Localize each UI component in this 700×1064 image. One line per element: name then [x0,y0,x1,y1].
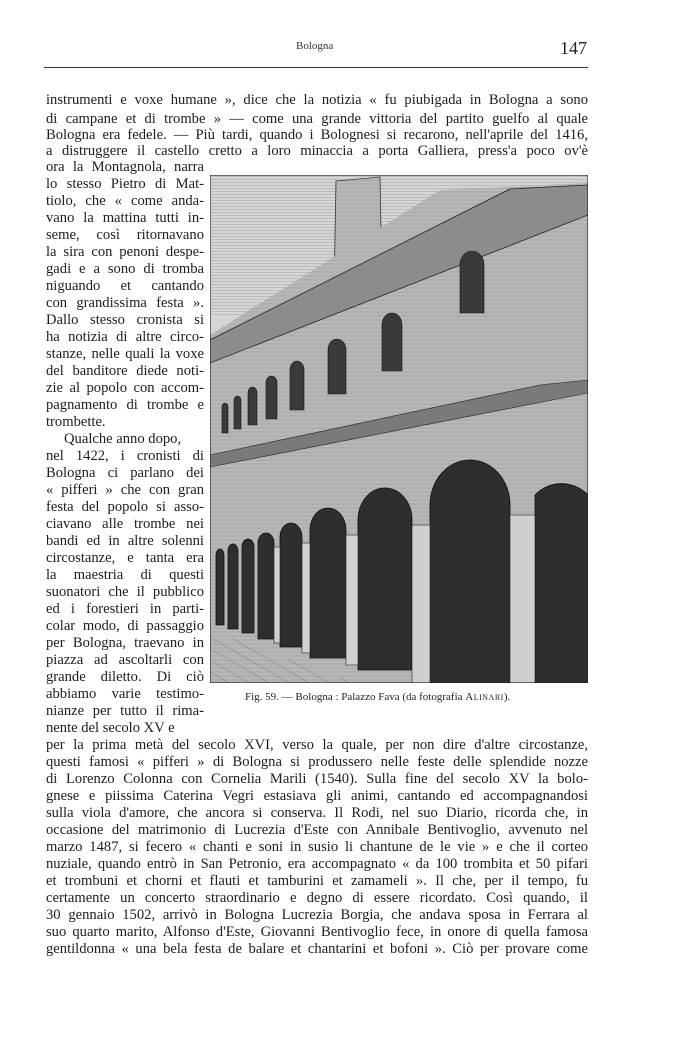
text-line: a distruggere il castello cretto a loro minaccia a porta Galliera, press'a poco ov'è [46,143,588,159]
text-line: per Bologna, traevano in [46,635,204,651]
text-line: lo stesso Pietro di Mat- [46,176,204,192]
running-title: Bologna [296,40,334,52]
text-line: et trombuni et chorni et flauti et tamburini et zamameli ». Il che, per il tempo, fu [46,873,588,889]
text-line: pagnamento di trombe e [46,397,204,413]
text-line: zie al popolo con accom- [46,380,204,396]
text-line: circostanze, e tanta era [46,550,204,566]
text-line: bandi ed in altre solenni [46,533,204,549]
text-line: « pifferi » che con gran [46,482,204,498]
text-line: per la prima metà del secolo XVI, verso la quale, per non dire d'altre circostanze, [46,737,588,753]
text-line: del banditore diede noti- [46,363,204,379]
text-line: abbiamo varie testimo- [46,686,204,702]
text-line: Bologna era fedele. — Più tardi, quando i Bolognesi si recarono, nell'aprile del 1416, [46,127,588,143]
text-line: ciavano alle trombe nei [46,516,204,532]
text-line: festa del popolo si asso- [46,499,204,515]
text-line: nianze per tutto il rima- [46,703,204,719]
text-line: occasione del matrimonio di Lucrezia d'Este con Annibale Bentivoglio, avvenuto nel [46,822,588,838]
caption-suffix: ). [503,691,511,703]
header-rule [44,67,588,68]
text-line: trombette. [46,414,106,430]
text-line: tiolo, che « come anda- [46,193,204,209]
text-line: seme, così ritornavano [46,227,204,243]
text-line: instrumenti e voxe humane », dice che la notizia « fu piubigada in Bologna a sono [46,92,588,108]
text-line: questi famosi « pifferi » di Bologna si produssero nelle feste delle splendide nozze [46,754,588,770]
text-line: ora la Montagnola, narra [46,159,204,175]
text-line: ed i forestieri in parti- [46,601,204,617]
text-line: con grandissima festa ». [46,295,204,311]
text-line: colar modo, di passaggio [46,618,204,634]
text-line: la sira con penoni despe- [46,244,204,260]
figure-caption [245,691,510,703]
caption-credit: Alinari [465,691,504,703]
page-number: 147 [560,38,587,58]
text-line: stanze, nelle quali la voxe [46,346,204,362]
text-line: gentildonna « una bela festa de balare et chantarini et bofoni ». Ciò per provare come [46,941,588,957]
text-line: Dallo stesso cronista si [46,312,204,328]
text-line: suonatori che il pubblico [46,584,204,600]
text-line: sulla viola d'amore, che ancora si conserva. Il Rodi, nel suo Diario, ricorda che, in [46,805,588,821]
text-line: nente del secolo XV e [46,720,175,736]
text-line: certamente un concerto straordinario e degno di essere ricordato. Così quando, il [46,890,588,906]
text-line: marzo 1487, si fecero « chanti e soni in susio li chantune de le vie » e che il corteo [46,839,588,855]
text-line: grande diletto. Di ciò [46,669,204,685]
text-line: nuziale, quando entrò in San Petronio, era accompagnato « da 100 trombita et 50 pifari [46,856,588,872]
text-line: di Lorenzo Colonna con Cornelia Marili (1540). Sulla fine del secolo XV la bolo- [46,771,588,787]
text-line: ha notizia di altre circo- [46,329,204,345]
text-line: niguando et cantando [46,278,204,294]
text-line: nel 1422, i cronisti di [46,448,204,464]
text-line: Qualche anno dopo, [64,431,182,447]
text-line: vano la mattina tutti in- [46,210,204,226]
text-line: gadi e a sono di tromba [46,261,204,277]
text-line: suo quarto marito, Alfonso d'Este, Giovanni Bentivoglio fece, in onore di quella famosa [46,924,588,940]
text-line: la maestria di questi [46,567,204,583]
text-line: piazza ad ascoltarli con [46,652,204,668]
text-line: 30 gennaio 1502, arrivò in Bologna Lucrezia Borgia, che andava sposa in Ferrara al [46,907,588,923]
palazzo-fava-engraving [210,175,588,683]
caption-text: Fig. 59. — Bologna : Palazzo Fava (da fotografia [245,691,466,703]
text-line: Bologna ci parlano dei [46,465,204,481]
text-line: gnese e piissima Caterina Vegri estasiava gli animi, cantando ed accompagnandosi [46,788,588,804]
text-line: di campane et di trombe » — come una grande vittoria del partito guelfo al quale [46,111,588,127]
